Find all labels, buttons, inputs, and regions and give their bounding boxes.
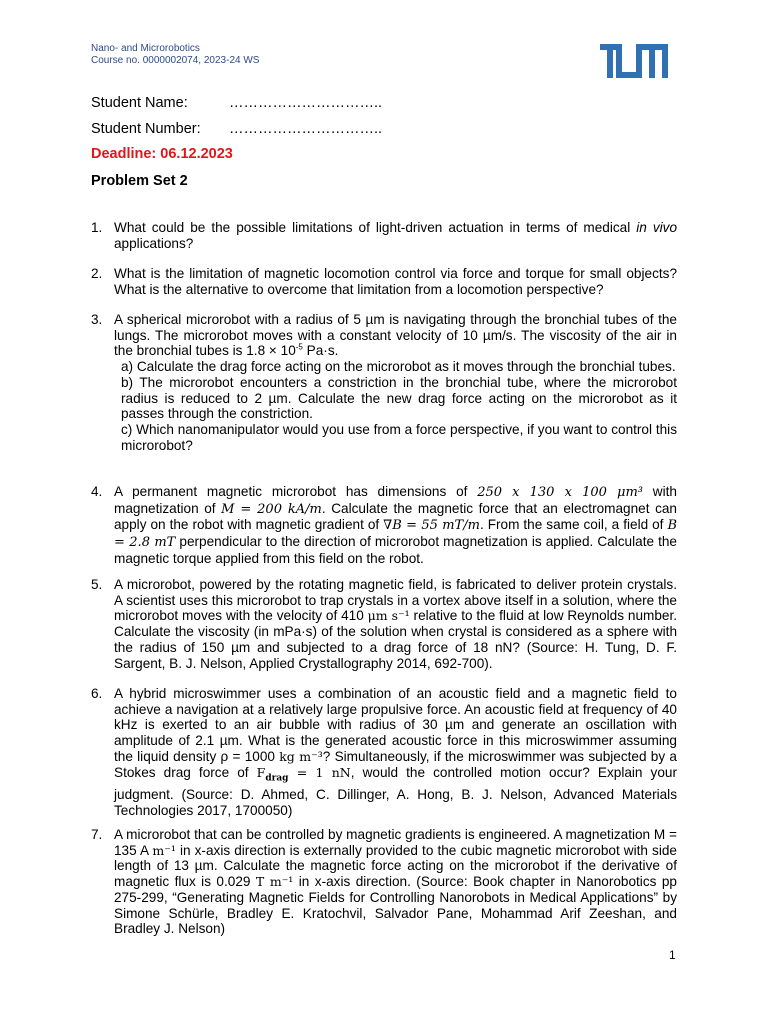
question-text: What could be the possible limitations of light-driven actuation in terms of medical in vivo applications? — [114, 220, 677, 251]
sub-question-c: c) Which nanomanipulator would you use from a force perspective, if you want to control this microrobot? — [121, 421, 677, 453]
question-text: What is the limitation of magnetic locomotion control via force and torque for small objects? What is the alternative to overcome that limitation from a locomotion perspective? — [114, 266, 677, 297]
question-text: A permanent magnetic microrobot has dimensions of 250 x 130 x 100 μm³ with magnetization of M = 200 kA/m. Calculate the magnetic force that an electromagnet can apply on the robot with magnetic gradient of ∇B = 55 mT/m. From the same coil, a field of B = 2.8 mT perpendicular to the direction of microrobot magnetization is applied. Calculate the magnetic torque applied from this field on the robot. — [114, 484, 678, 566]
question-number: 2. — [91, 266, 103, 281]
student-number-label: Student Number: — [91, 121, 201, 137]
problem-set-title: Problem Set 2 — [91, 173, 188, 189]
question-text: A spherical microrobot with a radius of 5 µm is navigating through the bronchial tubes of the lungs. The microrobot moves with a constant velocity of 10 µm/s. The viscosity of the air in the bronchial tubes is $1.8 \times 10^{-5}$ Pa·s. a) Calculate the drag force acting on the microrobot as it moves through the bronchial tubes. b) The microrobot encounters a constriction in the bronchial tube, where the microrobot radius is reduced to 2 µm. Calculate the new drag force acting on the microrobot as it passes through the constriction. c) Which nanomanipulator would you use from a force perspective, if you want to control this microrobot? — [114, 312, 677, 453]
student-name-field[interactable]: ………………………….. — [229, 95, 383, 111]
question-number: 3. — [91, 312, 103, 327]
question-number: 1. — [91, 220, 103, 235]
question-text: A hybrid microswimmer uses a combination of an acoustic field and a magnetic field to achieve a navigation at a relatively large propulsive force. An acoustic field at frequency of 40 kHz is exerted to an air bubble with radius of 30 µm and generate an oscillation with amplitude of 2.1 µm. What is the generated acoustic force in this microswimmer assuming the liquid density ρ = 1000 kg m⁻³? Simultaneously, if the microswimmer was subjected by a Stokes drag force of $F_{drag} = 1$ nN, would the controlled motion occur? Explain your judgment. (Source: D. Ahmed, C. Dillinger, A. Hong, B. J. Nelson, Advanced Materials Technologies 2017, 1700050) — [114, 686, 677, 818]
student-number-row — [91, 120, 382, 138]
student-number-field[interactable]: ………………………….. — [229, 121, 383, 137]
deadline: Deadline: 06.12.2023 — [91, 146, 233, 162]
question-7 — [91, 827, 677, 937]
question-3 — [91, 312, 677, 453]
question-1 — [91, 220, 677, 251]
question-5 — [91, 577, 677, 671]
course-number: Course no. 0000002074, 2023-24 WS — [91, 55, 260, 66]
student-name-row — [91, 94, 382, 112]
question-text: A microrobot that can be controlled by magnetic gradients is engineered. A magnetization M = 135 A m⁻¹ in x-axis direction is externally provided to the cubic magnetic microrobot with side length of 13 µm. Calculate the magnetic force acting on the microrobot if the derivative of magnetic flux is 0.029 T m⁻¹ in x-axis direction. (Source: Book chapter in Nanorobotics pp 275-299, “Generating Magnetic Fields for Controlling Nanorobots in Medical Applications” by Simone Schürle, Bradley E. Kratochvil, Salvador Pane, Mohammad Arif Zeeshan, and Bradley J. Nelson) — [114, 827, 677, 937]
question-6 — [91, 686, 677, 818]
tum-logo — [600, 44, 668, 78]
question-number: 6. — [91, 686, 103, 701]
course-header — [91, 43, 259, 67]
course-title: Nano- and Microrobotics — [91, 43, 200, 54]
question-4 — [91, 484, 677, 567]
sub-question-b: b) The microrobot encounters a constriction in the bronchial tube, where the microrobot radius is reduced to 2 µm. Calculate the new drag force acting on the microrobot as it passes through the constriction. — [121, 374, 677, 422]
question-number: 5. — [91, 577, 103, 592]
logo-text: TUM — [634, 64, 637, 65]
page-number: 1 — [669, 948, 676, 962]
question-number: 4. — [91, 484, 103, 499]
student-name-label: Student Name: — [91, 95, 188, 111]
question-2 — [91, 266, 677, 297]
question-text: A microrobot, powered by the rotating magnetic field, is fabricated to deliver protein crystals. A scientist uses this microrobot to trap crystals in a vortex above itself in a solution, where the microrobot moves with the velocity of 410 μm s⁻¹ relative to the fluid at low Reynolds number. Calculate the viscosity (in mPa·s) of the solution when crystal is considered as a sphere with the radius of 150 µm and subjected to a drag force of 18 nN? (Source: H. Tung, D. F. Sargent, B. J. Nelson, Applied Crystallography 2014, 692-700). — [114, 577, 678, 671]
question-number: 7. — [91, 827, 103, 842]
sub-question-a: a) Calculate the drag force acting on the microrobot as it moves through the bronchial tubes. — [121, 359, 676, 375]
